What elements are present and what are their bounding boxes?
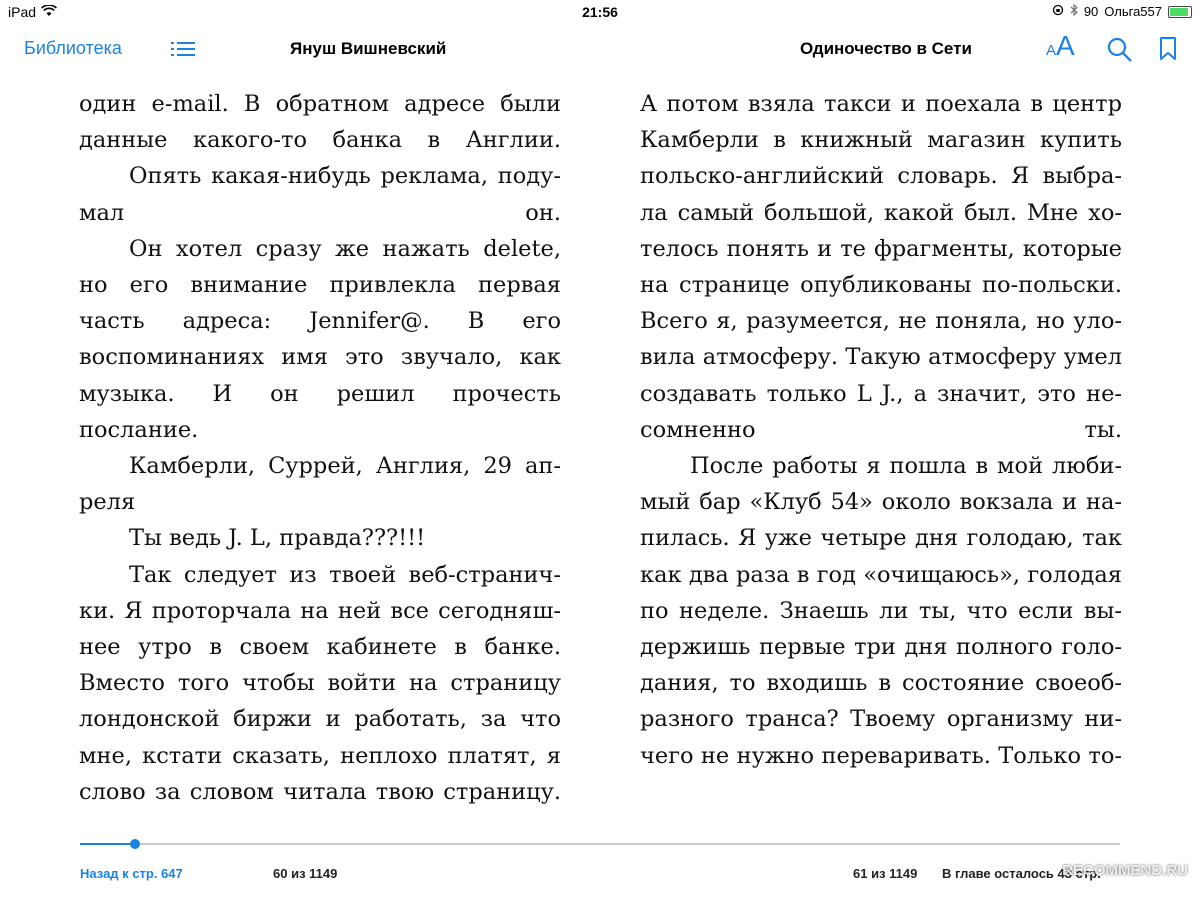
font-small-label: A	[1046, 42, 1057, 59]
status-right	[1052, 4, 1192, 19]
bluetooth-icon	[1070, 4, 1078, 19]
paragraph: Так следует из твоей веб-странички. Я проторчала на ней все сегодняшнее утро в своем кабинете в банке. Вместо того чтобы войти на страницу лондонской биржи и работать, за что мне, кстати сказать, неплохо платят, я слово за словом читала твою страницу.	[79, 561, 561, 805]
paragraph: один e-mail. В обратном адресе были данные какого-то банка в Англии.	[79, 91, 561, 154]
right-page	[640, 86, 1122, 774]
reader-toolbar	[0, 28, 1200, 72]
paragraph: Камберли, Суррей, Англия, 29 апреля	[79, 453, 561, 516]
table-of-contents-icon[interactable]	[170, 39, 196, 64]
chapter-pages-remaining: В главе осталось 43 стр.	[942, 866, 1101, 881]
user-name: Ольга557	[1104, 4, 1162, 19]
book-author: Януш Вишневский	[290, 39, 447, 58]
search-icon[interactable]	[1106, 36, 1134, 69]
left-page	[79, 86, 561, 810]
scrubber-progress	[80, 843, 135, 845]
paragraph: Ты ведь J. L, правда???!!!	[129, 525, 426, 552]
watermark: RECOMMEND.RU	[1062, 862, 1188, 879]
device-name: iPad	[8, 4, 37, 20]
paragraph: Опять какая-нибудь реклама, подумал он.	[79, 163, 561, 226]
status-bar	[0, 0, 1200, 24]
battery-icon	[1168, 6, 1192, 18]
clock: 21:56	[582, 4, 618, 20]
orientation-lock-icon	[1052, 4, 1064, 19]
font-size-button[interactable]	[1046, 30, 1075, 62]
page-scrubber[interactable]	[80, 843, 1120, 845]
battery-level	[1170, 8, 1188, 16]
battery-percent: 90	[1083, 4, 1099, 19]
library-button[interactable]: Библиотека	[24, 38, 122, 58]
scrubber-handle[interactable]	[130, 839, 140, 849]
right-page-number: 61 из 1149	[853, 866, 918, 881]
paragraph: А потом взяла такси и поехала в центр Камберли в книжный магазин купить польско-английский словарь. Я выбрала самый большой, какой был. Мне хотелось понять и те фрагменты, которые на странице опубликованы по-польски. Всего я, разумеется, не поняла, но уловила атмосферу. Такую атмосферу умел создавать только L J., а значит, это несомненно ты.	[640, 91, 1122, 443]
paragraph: После работы я пошла в мой любимый бар «Клуб 54» около вокзала и напилась. Я уже четыре дня голодаю, так как два раза в год «очищаюсь», голодая по неделе. Знаешь ли ты, что если выдержишь первые три дня полного голодания, то входишь в состояние своеобразного транса? Твоему организму ничего не нужно переваривать. Только то-	[640, 453, 1122, 769]
bookmark-icon[interactable]	[1158, 36, 1178, 67]
back-to-page-link[interactable]: Назад к стр. 647	[80, 866, 183, 881]
left-page-number: 60 из 1149	[273, 866, 338, 881]
paragraph: Он хотел сразу же нажать delete, но его внимание привлекла первая часть адреса: Jennifer@. В его воспоминаниях имя это звучало, как музыка. И он решил прочесть послание.	[79, 235, 561, 443]
book-title: Одиночество в Сети	[800, 39, 972, 58]
font-large-label: A	[1056, 30, 1075, 61]
